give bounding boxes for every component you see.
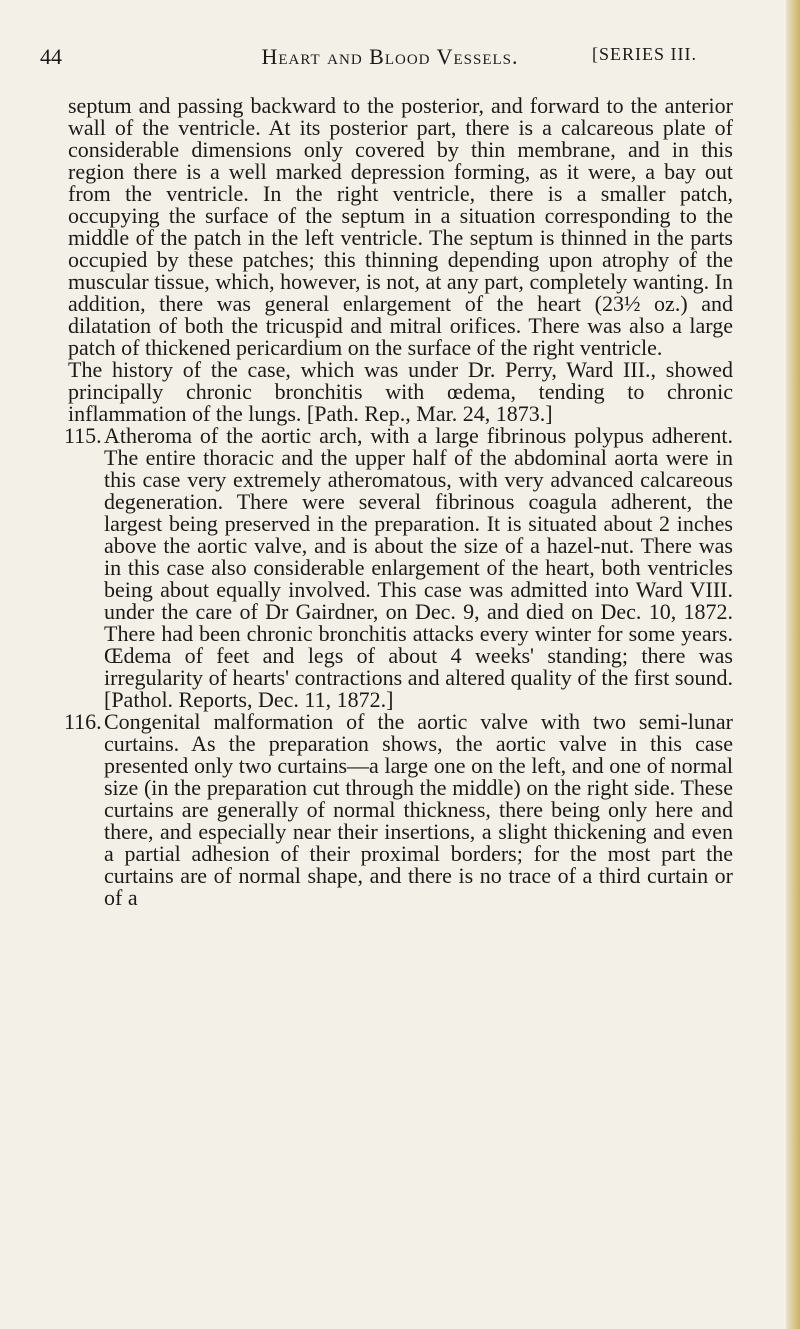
page-body: [64, 93, 733, 910]
running-title: Heart and Blood Vessels.: [261, 44, 519, 69]
entry-text: Atheroma of the aortic arch, with a large fibrinous polypus adherent. The entire thoracic and the upper half of the abdominal aorta were in this case very extremely atheromatous, with very advanced calcareous degeneration. There were several fibrinous coagula adherent, the largest being preserved in the preparation. It is situated about 2 inches above the aortic valve, and is about the size of a hazel-nut. There was in this case also considerable enlargement of the heart, both ventricles being about equally involved. This case was admitted into Ward VIII. under the care of Dr Gairdner, on Dec. 9, and died on Dec. 10, 1872. There had been chronic bronchitis attacks every winter for some years. Œdema of feet and legs of about 4 weeks' standing; there was irregularity of hearts' contractions and altered quality of the first sound. [Pathol. Reports, Dec. 11, 1872.]: [104, 423, 733, 712]
case-history-paragraph: The history of the case, which was under Dr. Perry, Ward III., showed principally chronic bronchitis with œdema, tending to chronic inflammation of the lungs. [Path. Rep., Mar. 24, 1873.]: [68, 357, 733, 426]
page-edge: [786, 0, 800, 1329]
continuation-paragraph: septum and passing backward to the posterior, and forward to the anterior wall of the ventricle. At its posterior part, there is a calcareous plate of considerable dimensions only covered by thin membrane, and in this region there is a well marked depression forming, as it were, a bay out from the ventricle. In the right ventricle, there is a smaller patch, occupying the surface of the septum in a situation corresponding to the middle of the patch in the left ventricle. The septum is thinned in the parts occupied by these patches; this thinning depending upon atrophy of the muscular tissue, which, however, is not, at any part, completely wanting. In addition, there was general enlargement of the heart (23½ oz.) and dilatation of both the tricuspid and mitral orifices. There was also a large patch of thickened pericardium on the surface of the right ventricle.: [68, 93, 733, 360]
page-header: [40, 44, 760, 78]
entry-number: 115.: [64, 423, 102, 448]
catalogue-entry-116: [64, 709, 733, 910]
entry-number: 116.: [64, 709, 102, 734]
series-label: [SERIES III.: [592, 44, 697, 64]
page-number: 44: [40, 44, 62, 69]
entry-text: Congenital malformation of the aortic valve with two semi-lunar curtains. As the preparation shows, the aortic valve in this case presented only two curtains—a large one on the left, and one of normal size (in the preparation cut through the middle) on the right side. These curtains are generally of normal thickness, there being only here and there, and especially near their insertions, a slight thickening and even a partial adhesion of their proximal borders; for the most part the curtains are of normal shape, and there is no trace of a third curtain or of a: [104, 709, 733, 910]
catalogue-entry-115: [64, 423, 733, 712]
